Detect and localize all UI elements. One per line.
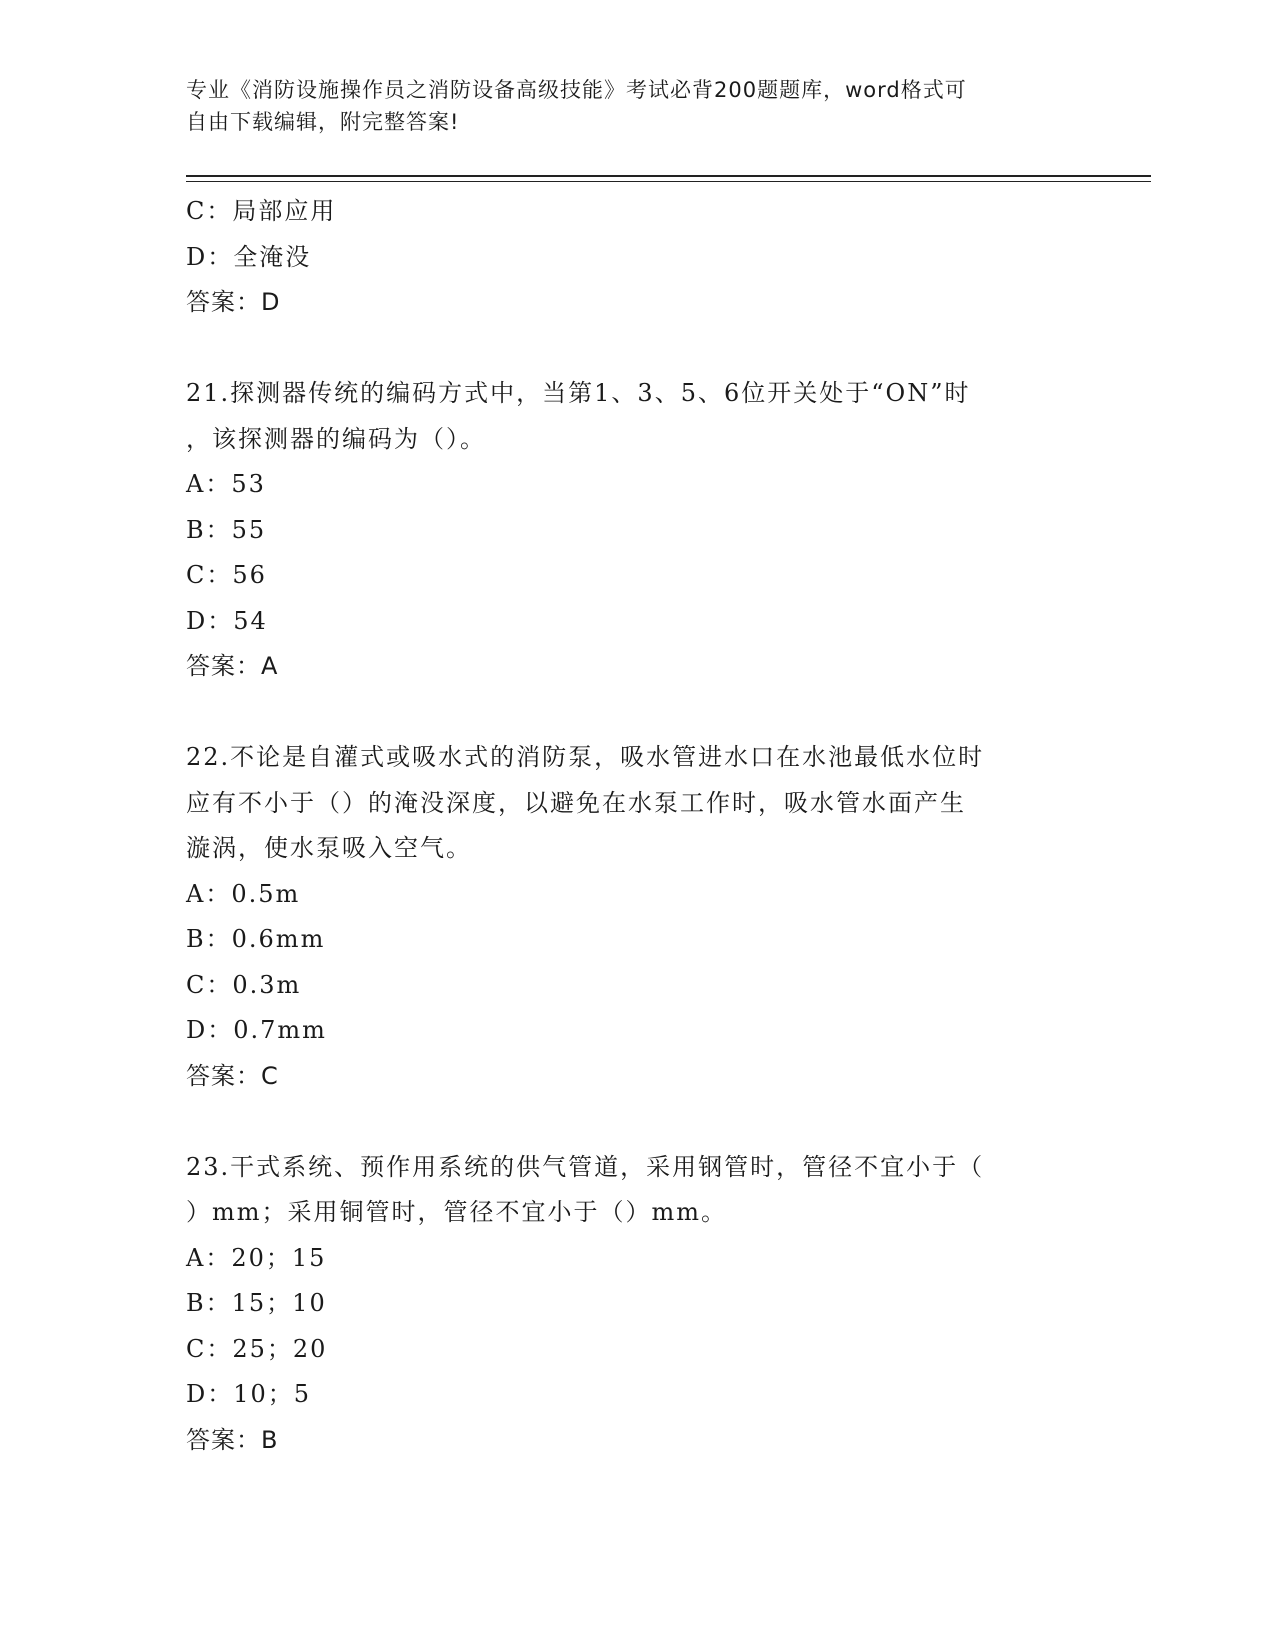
option-label: C bbox=[186, 970, 207, 999]
option-b: B：15；10 bbox=[186, 1289, 327, 1317]
option-d: D：0.7mm bbox=[186, 1016, 327, 1044]
option-label: D bbox=[186, 606, 208, 635]
question-stem-line: 23.干式系统、预作用系统的供气管道，采用钢管时，管径不宜小于（ bbox=[186, 1152, 985, 1181]
option-text: 全淹没 bbox=[233, 242, 312, 271]
option-label: B bbox=[186, 1289, 206, 1317]
option-c: C：局部应用 bbox=[186, 197, 337, 225]
option-label: D bbox=[186, 1380, 208, 1408]
spacer bbox=[186, 326, 1086, 372]
option-text: 25；20 bbox=[232, 1334, 328, 1363]
option-text: 15；10 bbox=[231, 1289, 327, 1317]
option-label: B bbox=[186, 925, 206, 953]
option-text: 10；5 bbox=[233, 1380, 312, 1408]
question-23 bbox=[186, 1145, 1086, 1464]
question-22 bbox=[186, 735, 1086, 1099]
option-label: A bbox=[186, 470, 206, 498]
spacer bbox=[186, 690, 1086, 736]
option-d: D：54 bbox=[186, 606, 268, 635]
option-c: C：25；20 bbox=[186, 1334, 328, 1363]
option-b: B：55 bbox=[186, 515, 267, 544]
header-title-line-2: 自由下载编辑，附完整答案! bbox=[186, 110, 460, 134]
header-divider-thick bbox=[186, 175, 1151, 177]
question-stem-line: ，该探测器的编码为（）。 bbox=[186, 424, 486, 453]
header-divider-thin bbox=[186, 181, 1151, 182]
option-d: D：10；5 bbox=[186, 1380, 312, 1408]
question-stem-line: 21.探测器传统的编码方式中，当第1、3、5、6位开关处于“ON”时 bbox=[186, 379, 971, 407]
option-label: A bbox=[186, 879, 206, 908]
option-text: 0.7mm bbox=[233, 1016, 327, 1044]
option-text: 54 bbox=[233, 606, 268, 635]
option-text: 0.6mm bbox=[231, 925, 326, 953]
option-d: D：全淹没 bbox=[186, 242, 312, 271]
option-text: 53 bbox=[231, 470, 266, 498]
option-label: B bbox=[186, 515, 206, 544]
option-label: D bbox=[186, 1016, 208, 1044]
question-stem-line: 应有不小于（）的淹没深度，以避免在水泵工作时，吸水管水面产生 bbox=[186, 788, 966, 817]
option-label: C bbox=[186, 1334, 207, 1363]
question-stem-line: ）mm；采用铜管时，管径不宜小于（）mm。 bbox=[186, 1198, 728, 1226]
option-text: 55 bbox=[231, 515, 267, 544]
option-a: A：53 bbox=[186, 470, 266, 498]
option-text: 0.5m bbox=[231, 879, 301, 908]
answer-line: 答案：B bbox=[186, 1425, 279, 1454]
document-header bbox=[186, 74, 1066, 138]
option-c: C：56 bbox=[186, 561, 267, 589]
spacer bbox=[186, 1099, 1086, 1145]
option-label: D bbox=[186, 242, 208, 271]
question-20-continued bbox=[186, 189, 1086, 326]
header-title-line-1: 专业《消防设施操作员之消防设备高级技能》考试必背200题题库，word格式可 bbox=[186, 78, 967, 102]
answer-line: 答案：A bbox=[186, 652, 279, 680]
option-a: A：20；15 bbox=[186, 1243, 327, 1272]
question-list bbox=[186, 189, 1086, 1463]
option-text: 56 bbox=[232, 561, 267, 589]
answer-line: 答案：C bbox=[186, 1061, 279, 1090]
option-text: 20；15 bbox=[231, 1243, 327, 1272]
option-c: C：0.3m bbox=[186, 970, 302, 999]
question-stem-line: 漩涡，使水泵吸入空气。 bbox=[186, 834, 472, 862]
question-21 bbox=[186, 371, 1086, 690]
option-label: C bbox=[186, 197, 207, 225]
option-label: C bbox=[186, 561, 207, 589]
option-b: B：0.6mm bbox=[186, 925, 326, 953]
option-a: A：0.5m bbox=[186, 879, 301, 908]
answer-line: 答案：D bbox=[186, 288, 281, 316]
option-text: 局部应用 bbox=[232, 197, 337, 225]
question-stem-line: 22.不论是自灌式或吸水式的消防泵，吸水管进水口在水池最低水位时 bbox=[186, 743, 985, 771]
option-text: 0.3m bbox=[232, 970, 302, 999]
option-label: A bbox=[186, 1243, 206, 1272]
